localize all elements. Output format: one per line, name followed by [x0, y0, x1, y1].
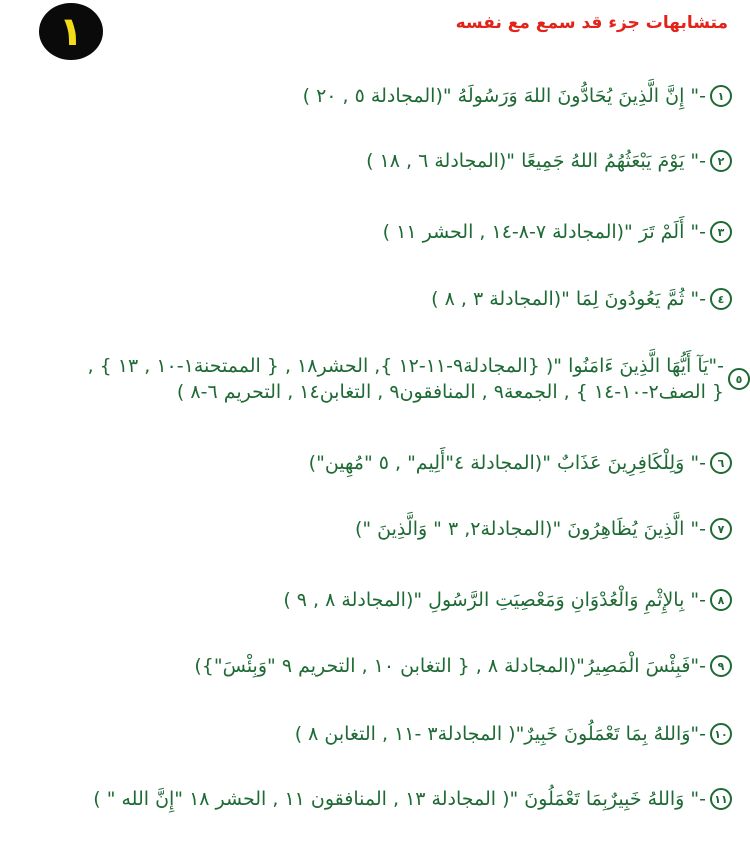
- list-item: [303, 85, 732, 107]
- list-item-text: -" إِنَّ الَّذِينَ يُحَادُّونَ اللهَ وَرَسُولَهُ "(المجادلة ٥ , ٢٠ ): [302, 85, 706, 107]
- verse-number-icon: ٩: [710, 655, 732, 677]
- verse-number-icon: ١١: [710, 788, 732, 810]
- verse-number-icon: ٦: [710, 452, 732, 474]
- list-item-text: -" وَلِلْكَافِرِينَ عَذَابٌ "(المجادلة ٤"أَلِيم" , ٥ "مُهِين"): [308, 452, 706, 474]
- list-item-text: -" الَّذِينَ يُظَاهِرُونَ "(المجادلة٢, ٣ " وَالَّذِينَ "): [354, 518, 706, 540]
- list-item-text: -"فَبِئْسَ الْمَصِيرُ"(المجادلة ٨ , { التغابن ١٠ , التحريم ٩ "وَبِئْسَ"}): [194, 655, 706, 677]
- page-number: ١: [58, 8, 84, 55]
- list-item: [283, 589, 732, 611]
- list-item-text: -" أَلَمْ تَرَ "(المجادلة ٧-٨-١٤ , الحشر ١١ ): [382, 221, 706, 243]
- list-item: [194, 655, 732, 677]
- list-item-text: -" ثُمَّ يَعُودُونَ لِمَا "(المجادلة ٣ , ٨ ): [431, 288, 706, 310]
- list-item-text-continued: { الصف٢-١٠-١٤ } , الجمعة٩ , المنافقون٩ , التغابن١٤ , التحريم ٦-٨ ): [176, 381, 724, 403]
- list-item-text: -" يَوْمَ يَبْعَثُهُمُ اللهُ جَمِيعًا "(المجادلة ٦ , ١٨ ): [366, 150, 706, 172]
- verse-number-icon: ٣: [710, 221, 732, 243]
- list-item-text: -"وَاللهُ بِمَا تَعْمَلُونَ خَبِيرٌ"( المجادلة٣ -١١ , التغابن ٨ ): [294, 723, 706, 745]
- verse-number-icon: ١: [710, 85, 732, 107]
- verse-number-icon: ١٠: [710, 723, 732, 745]
- list-item: [295, 723, 732, 745]
- verse-number-icon: ٥: [728, 368, 750, 390]
- list-item-text: -" بِالإِثْمِ وَالْعُدْوَانِ وَمَعْصِيَتِ الرَّسُولِ "(المجادلة ٨ , ٩ ): [283, 589, 706, 611]
- page-title: متشابهات جزء قد سمع مع نفسه: [455, 13, 728, 33]
- list-item-text-block: [88, 353, 724, 405]
- list-item-text: -" وَاللهُ خَبِيرٌبِمَا تَعْمَلُونَ "( المجادلة ١٣ , المنافقون ١١ , الحشر ١٨ "إِنَّ الله " ): [93, 788, 706, 810]
- list-item: [0, 353, 750, 405]
- verse-number-icon: ٢: [710, 150, 732, 172]
- verse-number-icon: ٤: [710, 288, 732, 310]
- list-item: [93, 788, 732, 810]
- page-number-badge: [39, 3, 103, 60]
- list-item: [383, 221, 732, 243]
- list-item: [366, 150, 732, 172]
- list-item-text: -"يَآ أَيُّهَا الَّذِينَ ءَامَنُوا "( {المجادلة٩-١١-١٢ }, الحشر١٨ , { الممتحنة١-١٠ , ١٣ } ,: [87, 355, 724, 377]
- verse-number-icon: ٧: [710, 518, 732, 540]
- verse-number-icon: ٨: [710, 589, 732, 611]
- list-item: [355, 518, 732, 540]
- list-item: [431, 288, 732, 310]
- list-item: [309, 452, 732, 474]
